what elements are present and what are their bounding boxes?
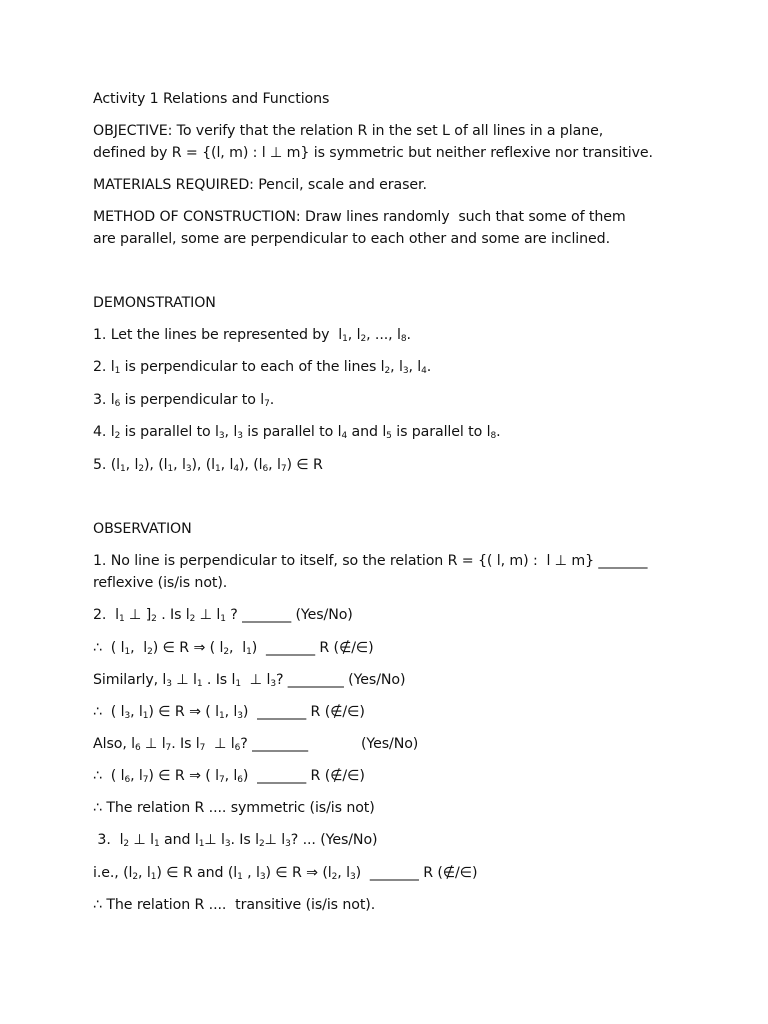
observation-line-4: ∴ ( $l_1$, $l_2$) ∈ R ⇒ ( $l_2$, $l_1$) _______ R (∉/∈) (93, 640, 374, 657)
demonstration-item-3: 3. $l_6$ is perpendicular to $l_7$. (93, 392, 275, 409)
observation-line-8: ∴ ( $l_6$, $l_7$) ∈ R ⇒ ( $l_7$, $l_6$) _______ R (∉/∈) (93, 768, 365, 785)
observation-line-9: ∴ The relation R .... symmetric (is/is not) (93, 800, 375, 816)
observation-line-10: 3. $l_2$ ⊥ $l_1$ and $l_1\perp$ $l_3$. Is $l_2\perp$ $l_3$? ... (Yes/No) (93, 832, 378, 849)
observation-heading: OBSERVATION (93, 521, 192, 537)
observation-line-12: ∴ The relation R .... transitive (is/is not). (93, 897, 376, 913)
observation-line-6: ∴ ( $l_3$, $l_1$) ∈ R ⇒ ( $l_1$, $l_3$) _______ R (∉/∈) (93, 704, 365, 721)
observation-line-7: Also, $l_6$ ⊥ $l_7$. Is $l_7$ ⊥ $l_6$? ________ (Yes/No) (93, 736, 419, 753)
observation-line-3: 2. $l_1$ ⊥ ]$_2$ . Is $l_2$ ⊥ $l_1$ ? _______ (Yes/No) (93, 607, 353, 624)
demonstration-item-1: 1. Let the lines be represented by $l_1$, $l_2$, ..., $l_8$. (93, 327, 411, 344)
objective-line-1: OBJECTIVE: To verify that the relation R in the set L of all lines in a plane, (93, 123, 604, 139)
observation-line-1: 1. No line is perpendicular to itself, so the relation R = {( l, m) : l ⊥ m} _______ (93, 553, 648, 569)
observation-line-2: reflexive (is/is not). (93, 575, 228, 591)
activity-title: Activity 1 Relations and Functions (93, 91, 330, 107)
materials-line: MATERIALS REQUIRED: Pencil, scale and eraser. (93, 177, 427, 193)
demonstration-item-4: 4. $l_2$ is parallel to $l_3$, $l_3$ is parallel to $l_4$ and $l_5$ is parallel to $l_8$. (93, 424, 501, 441)
method-line-2: are parallel, some are perpendicular to each other and some are inclined. (93, 231, 610, 247)
method-line-1: METHOD OF CONSTRUCTION: Draw lines randomly such that some of them (93, 209, 626, 225)
observation-line-11: i.e., ($l_2$, $l_1$) ∈ R and ($l_1$ , $l_3$) ∈ R ⇒ ($l_2$, $l_3$) _______ R (∉/∈) (93, 865, 478, 882)
demonstration-item-2: 2. $l_1$ is perpendicular to each of the lines $l_2$, $l_3$, $l_4$. (93, 359, 432, 376)
demonstration-heading: DEMONSTRATION (93, 295, 216, 311)
observation-line-5: Similarly, $l_3$ ⊥ $l_1$ . Is $l_1$ ⊥ $l_3$? ________ (Yes/No) (93, 672, 406, 689)
demonstration-item-5: 5. ($l_1$, $l_2$), ($l_1$, $l_3$), ($l_1$, $l_4$), ($l_6$, $l_7$) ∈ R (93, 457, 323, 474)
objective-line-2: defined by R = {(l, m) : l ⊥ m} is symmetric but neither reflexive nor transitive. (93, 145, 653, 161)
